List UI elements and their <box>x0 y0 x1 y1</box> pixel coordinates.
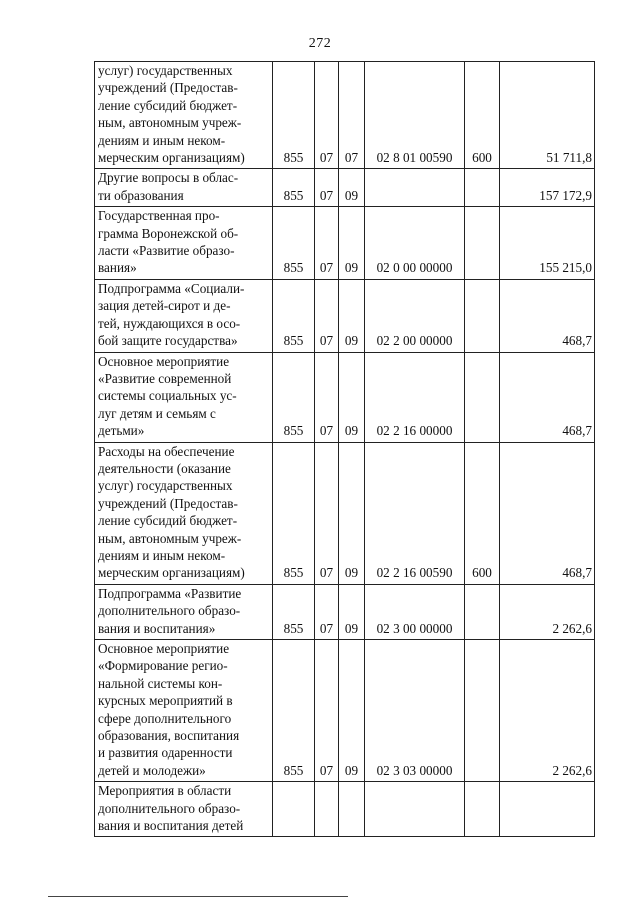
row-name: Подпрограмма «Развитие дополнительного образо- вания и воспитания» <box>98 585 242 636</box>
table-row <box>95 169 595 207</box>
table-row <box>95 782 595 837</box>
row-target-code: 02 2 16 00000 <box>365 352 465 442</box>
row-subsection-code: 09 <box>339 640 365 782</box>
row-sum: 468,7 <box>500 352 595 442</box>
row-org-code: 855 <box>273 442 315 584</box>
row-name: Основное мероприятие «Формирование регио- нальной системы кон- курсных мероприятий в сфере дополнительного образования, воспитания и развития одаренности детей и молодежи» <box>98 641 240 778</box>
row-target-code <box>365 782 465 837</box>
row-section-code: 07 <box>315 279 339 352</box>
table-row <box>95 62 595 169</box>
table-row <box>95 352 595 442</box>
row-org-code: 855 <box>273 584 315 639</box>
row-sum: 2 262,6 <box>500 640 595 782</box>
row-name-cell <box>95 279 273 352</box>
row-sum: 2 262,6 <box>500 584 595 639</box>
row-target-code: 02 0 00 00000 <box>365 207 465 280</box>
row-subsection-code: 09 <box>339 279 365 352</box>
row-org-code: 855 <box>273 279 315 352</box>
row-subsection-code <box>339 782 365 837</box>
row-sum: 155 215,0 <box>500 207 595 280</box>
row-target-code: 02 2 00 00000 <box>365 279 465 352</box>
row-section-code: 07 <box>315 640 339 782</box>
row-org-code: 855 <box>273 62 315 169</box>
row-section-code <box>315 782 339 837</box>
table-row <box>95 442 595 584</box>
row-subsection-code: 09 <box>339 169 365 207</box>
row-expense-type <box>465 279 500 352</box>
page-number: 272 <box>308 36 332 51</box>
row-section-code: 07 <box>315 207 339 280</box>
row-name: Основное мероприятие «Развитие современной системы социальных ус- луг детям и семьям с детьми» <box>98 353 237 439</box>
row-subsection-code: 09 <box>339 207 365 280</box>
row-org-code: 855 <box>273 640 315 782</box>
row-expense-type: 600 <box>465 442 500 584</box>
row-expense-type <box>465 352 500 442</box>
row-name-cell <box>95 584 273 639</box>
row-target-code: 02 3 03 00000 <box>365 640 465 782</box>
table-row <box>95 584 595 639</box>
row-name: Подпрограмма «Социали- зация детей-сирот и де- тей, нуждающихся в осо- бой защите государства» <box>98 280 245 349</box>
row-section-code: 07 <box>315 442 339 584</box>
row-org-code: 855 <box>273 207 315 280</box>
row-expense-type <box>465 640 500 782</box>
row-name-cell <box>95 207 273 280</box>
row-name: Мероприятия в области дополнительного образо- вания и воспитания детей <box>98 783 244 834</box>
row-name: услуг) государственных учреждений (Предостав- ление субсидий бюджет- ным, автономным учреж- дениям и иным неком- мерческим организациям) <box>98 63 245 166</box>
row-name-cell <box>95 352 273 442</box>
row-subsection-code: 09 <box>339 442 365 584</box>
row-subsection-code: 07 <box>339 62 365 169</box>
budget-table-body <box>95 62 595 837</box>
row-sum: 51 711,8 <box>500 62 595 169</box>
row-org-code: 855 <box>273 352 315 442</box>
row-section-code: 07 <box>315 62 339 169</box>
row-name-cell <box>95 169 273 207</box>
row-expense-type <box>465 169 500 207</box>
row-target-code: 02 3 00 00000 <box>365 584 465 639</box>
row-org-code <box>273 782 315 837</box>
table-row <box>95 207 595 280</box>
row-target-code <box>365 169 465 207</box>
row-subsection-code: 09 <box>339 584 365 639</box>
table-row <box>95 640 595 782</box>
row-expense-type <box>465 782 500 837</box>
row-sum: 468,7 <box>500 442 595 584</box>
row-name-cell <box>95 640 273 782</box>
row-section-code: 07 <box>315 169 339 207</box>
row-expense-type: 600 <box>465 62 500 169</box>
table-row <box>95 279 595 352</box>
row-sum: 468,7 <box>500 279 595 352</box>
row-name: Расходы на обеспечение деятельности (оказание услуг) государственных учреждений (Предостав- ление субсидий бюджет- ным, автономным учреж- дениям и иным неком- мерческим организациям) <box>98 443 245 581</box>
row-target-code: 02 8 01 00590 <box>365 62 465 169</box>
budget-table <box>94 61 595 837</box>
row-section-code: 07 <box>315 584 339 639</box>
row-expense-type <box>465 207 500 280</box>
row-sum: 157 172,9 <box>500 169 595 207</box>
row-name-cell <box>95 442 273 584</box>
row-section-code: 07 <box>315 352 339 442</box>
footer-divider <box>48 896 348 897</box>
row-name-cell <box>95 62 273 169</box>
row-name-cell <box>95 782 273 837</box>
row-org-code: 855 <box>273 169 315 207</box>
row-name: Государственная про- грамма Воронежской об- ласти «Развитие образо- вания» <box>98 208 239 276</box>
row-target-code: 02 2 16 00590 <box>365 442 465 584</box>
row-sum <box>500 782 595 837</box>
row-subsection-code: 09 <box>339 352 365 442</box>
row-expense-type <box>465 584 500 639</box>
row-name: Другие вопросы в облас- ти образования <box>98 170 239 203</box>
